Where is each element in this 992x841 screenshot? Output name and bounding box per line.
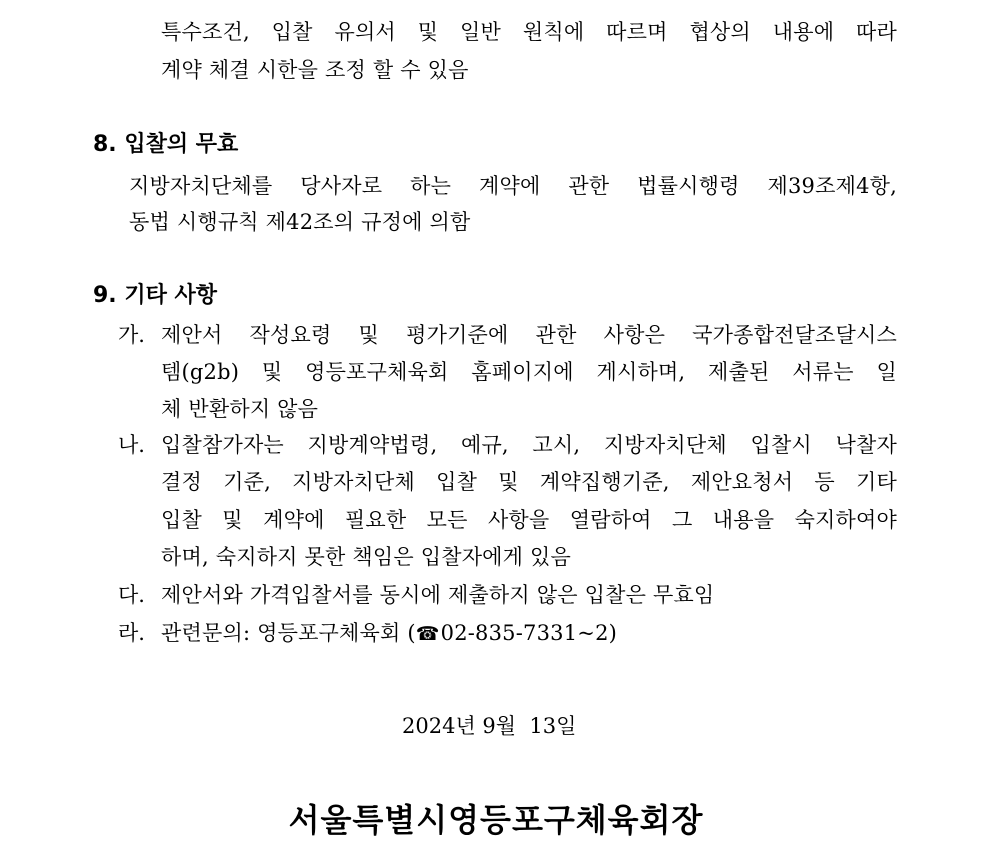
intro-line-1: 특수조건, 입찰 유의서 및 일반 원칙에 따르며 협상의 내용에 따라 [161,20,897,44]
item-ga-marker: 가. [118,323,145,347]
item-ga-line-1: 제안서 작성요령 및 평가기준에 관한 사항은 국가종합전달조달시스 [161,323,897,347]
contact-label: 관련문의: 영등포구체육회 ( [161,621,416,645]
item-na-line-2: 결정 기준, 지방자치단체 입찰 및 계약집행기준, 제안요청서 등 기타 [161,470,897,494]
signature-title: 서울특별시영등포구체육회장 [288,801,704,839]
section-8-line-1: 지방자치단체를 당사자로 하는 계약에 관한 법률시행령 제39조제4항, [129,174,897,198]
intro-line-2: 계약 체결 시한을 조정 할 수 있음 [161,58,469,82]
item-na-line-4: 하며, 숙지하지 못한 책임은 입찰자에게 있음 [161,545,571,569]
item-na-line-1: 입찰참가자는 지방계약법령, 예규, 고시, 지방자치단체 입찰시 낙찰자 [161,433,897,457]
section-9-heading: 9. 기타 사항 [93,283,217,308]
item-da-line-1: 제안서와 가격입찰서를 동시에 제출하지 않은 입찰은 무효임 [161,583,715,607]
contact-phone: 02-835-7331~2) [440,621,618,645]
section-8-line-2: 동법 시행규칙 제42조의 규정에 의함 [129,210,471,234]
item-da-marker: 다. [118,583,145,607]
section-8-heading: 8. 입찰의 무효 [93,132,239,157]
telephone-icon: ☎ [415,623,440,645]
item-ga-line-2: 템(g2b) 및 영등포구체육회 홈페이지에 게시하며, 제출된 서류는 일 [161,360,897,384]
document-date: 2024년 9월 13일 [402,714,577,738]
item-ga-line-3: 체 반환하지 않음 [161,397,319,421]
item-ra-line [161,618,617,649]
item-na-marker: 나. [118,433,145,457]
item-na-line-3: 입찰 및 계약에 필요한 모든 사항을 열람하여 그 내용을 숙지하여야 [161,508,897,532]
item-ra-marker: 라. [118,621,145,645]
